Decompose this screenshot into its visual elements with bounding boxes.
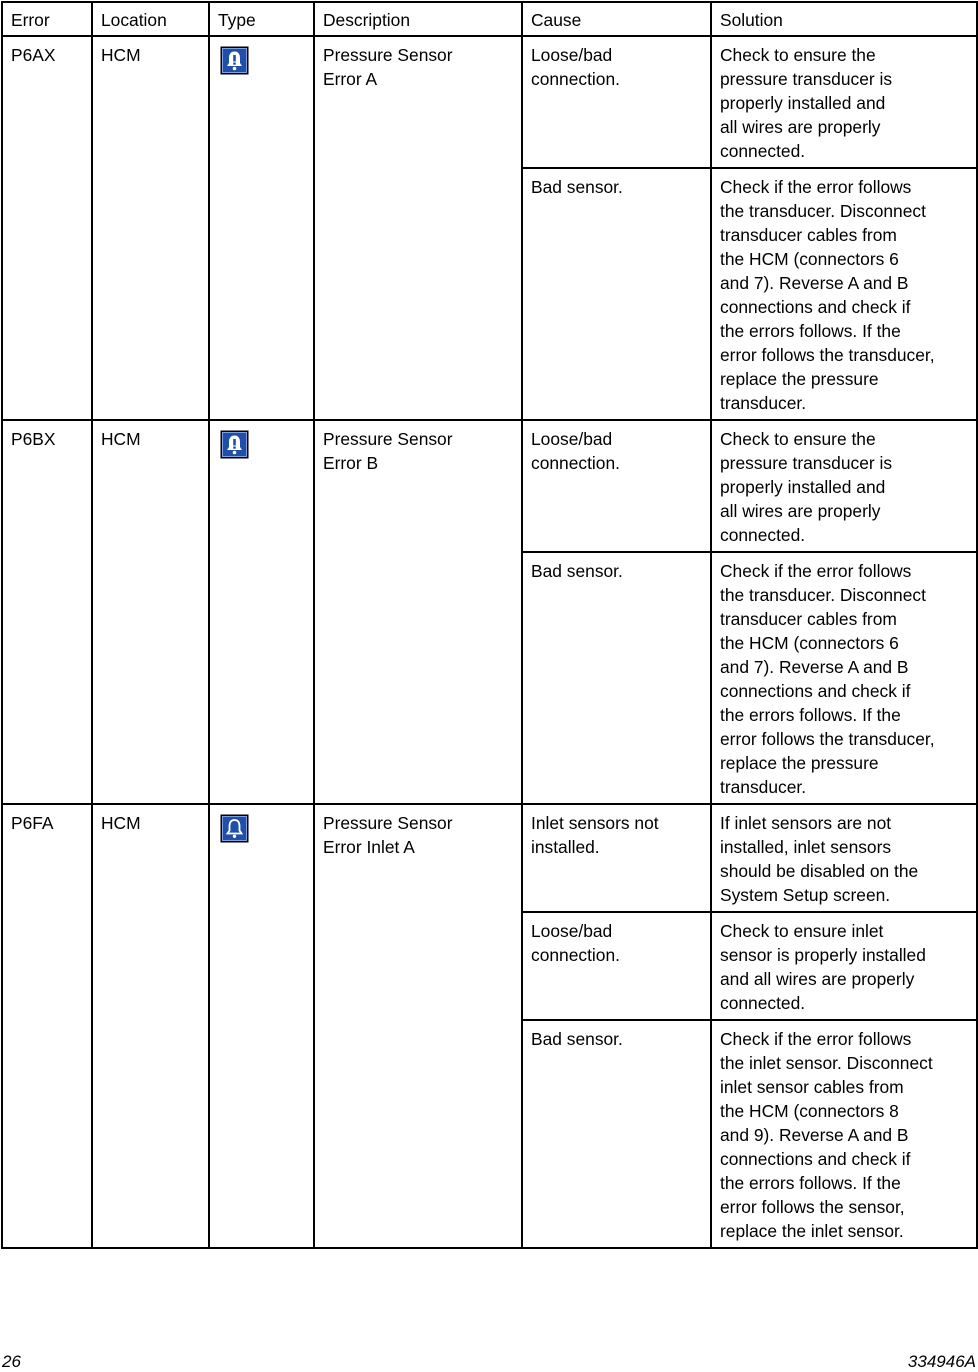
solution-cell: Check to ensure the pressure transducer is properly installed and all wires are properly connected. (711, 420, 977, 552)
table-row (2, 420, 977, 552)
table-row (2, 36, 977, 168)
error-description: Pressure Sensor Error Inlet A (314, 804, 522, 1248)
cause-cell: Bad sensor. (522, 1020, 711, 1248)
solution-cell: If inlet sensors are not installed, inlet sensors should be disabled on the System Setup screen. (711, 804, 977, 912)
error-location: HCM (92, 804, 209, 1248)
solution-cell: Check if the error follows the transducer. Disconnect transducer cables from the HCM (connectors 6 and 7). Reverse A and B connections and check if the errors follows. If the error follows the transducer, replace the pressure transducer. (711, 552, 977, 804)
error-description: Pressure Sensor Error A (314, 36, 522, 420)
alarm-icon (220, 46, 249, 75)
solution-cell: Check if the error follows the transducer. Disconnect transducer cables from the HCM (connectors 6 and 7). Reverse A and B connections and check if the errors follows. If the error follows the transducer, replace the pressure transducer. (711, 168, 977, 420)
error-description: Pressure Sensor Error B (314, 420, 522, 804)
document-number: 334946A (907, 1352, 976, 1371)
error-type (209, 36, 314, 420)
table-header-row (2, 2, 977, 36)
header-error: Error (2, 2, 92, 36)
error-location: HCM (92, 36, 209, 420)
solution-cell: Check to ensure the pressure transducer is properly installed and all wires are properly connected. (711, 36, 977, 168)
header-solution: Solution (711, 2, 977, 36)
advisory-bell-icon (220, 814, 249, 843)
cause-cell: Loose/bad connection. (522, 912, 711, 1020)
solution-cell: Check to ensure inlet sensor is properly installed and all wires are properly connected. (711, 912, 977, 1020)
header-type: Type (209, 2, 314, 36)
header-location: Location (92, 2, 209, 36)
page-number: 26 (2, 1352, 21, 1371)
header-cause: Cause (522, 2, 711, 36)
error-code: P6FA (2, 804, 92, 1248)
error-type (209, 420, 314, 804)
alarm-icon (220, 430, 249, 459)
cause-cell: Loose/bad connection. (522, 420, 711, 552)
solution-cell: Check if the error follows the inlet sensor. Disconnect inlet sensor cables from the HCM (connectors 8 and 9). Reverse A and B connections and check if the errors follows. If the error follows the sensor, replace the inlet sensor. (711, 1020, 977, 1248)
error-table (1, 1, 978, 1249)
cause-cell: Inlet sensors not installed. (522, 804, 711, 912)
header-description: Description (314, 2, 522, 36)
error-code: P6BX (2, 420, 92, 804)
cause-cell: Bad sensor. (522, 552, 711, 804)
table-row (2, 804, 977, 912)
error-code: P6AX (2, 36, 92, 420)
error-type (209, 804, 314, 1248)
cause-cell: Loose/bad connection. (522, 36, 711, 168)
error-location: HCM (92, 420, 209, 804)
cause-cell: Bad sensor. (522, 168, 711, 420)
